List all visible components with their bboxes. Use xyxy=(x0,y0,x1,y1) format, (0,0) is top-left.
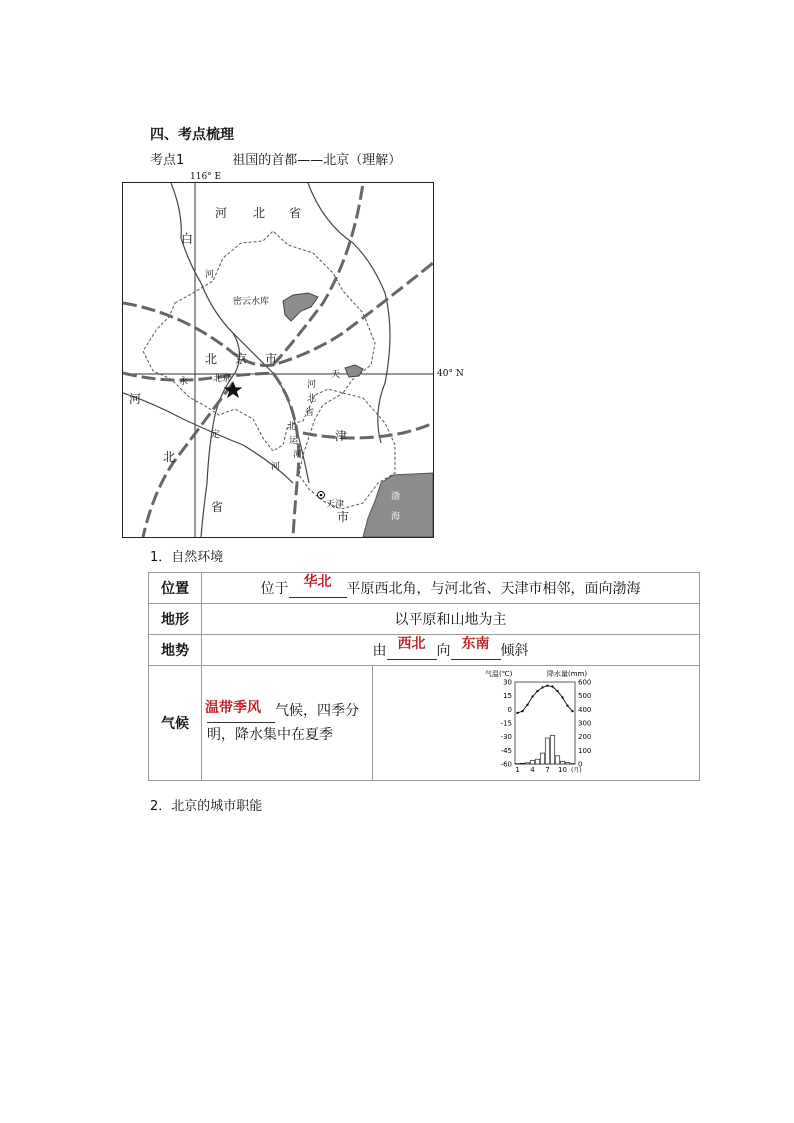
subheading-natural-env: 1．自然环境 xyxy=(150,550,224,565)
label-slope: 地势 xyxy=(149,635,202,666)
section-title: 四、考点梳理 xyxy=(150,127,234,143)
chart-temp-point xyxy=(536,690,538,692)
chart-left-axis-label: 气温(℃) xyxy=(485,670,513,678)
slope-content xyxy=(202,635,700,666)
chart-left-tick: 0 xyxy=(507,705,512,714)
chart-temp-point xyxy=(561,696,563,698)
chart-right-tick: 400 xyxy=(578,705,592,714)
row-terrain xyxy=(149,604,700,635)
chart-temp-point xyxy=(526,704,528,706)
beijing-map xyxy=(122,182,434,538)
map-label-hebei-left-2: 北 xyxy=(163,450,176,464)
label-terrain: 地形 xyxy=(149,604,202,635)
map-label-hebei-mid-3: 省 xyxy=(305,408,315,418)
chart-right-tick: 300 xyxy=(578,719,592,728)
chart-x-tick: 7 xyxy=(545,766,550,774)
chart-precip-bar xyxy=(540,753,544,764)
map-label-baihe-he: 河 xyxy=(205,270,215,280)
map-label-beiyun-3: 河 xyxy=(293,450,303,460)
map-label-yong: 永 xyxy=(179,377,189,387)
chart-left-tick: -45 xyxy=(500,746,512,755)
chart-precip-bar xyxy=(535,759,539,764)
chart-temp-point xyxy=(566,704,568,706)
chart-left-tick: 30 xyxy=(503,678,512,687)
map-label-tianjin-city: 天津 xyxy=(326,500,345,510)
map-label-tianjin-shi: 市 xyxy=(337,510,350,524)
chart-precip-bar xyxy=(565,763,569,764)
chart-temp-point xyxy=(551,685,553,687)
chart-x-tick: 10 xyxy=(558,766,567,774)
chart-right-tick: 600 xyxy=(578,678,592,687)
climate-chart xyxy=(485,668,605,778)
map-label-beijing-2: 京 xyxy=(235,352,248,366)
map-label-beijing-3: 市 xyxy=(265,352,278,366)
chart-temp-point xyxy=(546,684,548,686)
map-label-bohai-1: 渤 xyxy=(391,492,401,502)
chart-left-tick: -15 xyxy=(500,719,512,728)
map-label-sheng: 省 xyxy=(211,500,224,514)
chart-temp-point xyxy=(541,686,543,688)
climate-text-1: 气候，四季分 xyxy=(275,703,359,719)
chart-precip-bar xyxy=(525,763,529,764)
climate-text-2: 明，降水集中在夏季 xyxy=(207,727,333,743)
row-slope xyxy=(149,635,700,666)
map-label-hebei-left-1: 河 xyxy=(129,392,142,406)
slope-p1: 由 xyxy=(372,643,387,659)
slope-answer-1: 西北 xyxy=(397,636,426,652)
map-label-tian-vert: 天 xyxy=(331,370,341,380)
map-label-hebei-mid-2: 北 xyxy=(307,394,317,404)
chart-temp-point xyxy=(521,710,523,712)
chart-precip-bar xyxy=(520,763,524,764)
slope-p3: 倾斜 xyxy=(500,643,529,659)
location-content xyxy=(202,573,700,604)
kaodian-label: 考点1 xyxy=(150,153,185,168)
map-label-hebei-2: 北 xyxy=(253,206,266,220)
chart-precip-bar xyxy=(550,735,554,764)
chart-precip-bar xyxy=(555,756,559,764)
climate-chart-cell xyxy=(373,666,700,781)
map-label-beijing-1: 北 xyxy=(205,352,218,366)
chart-temp-point xyxy=(556,690,558,692)
chart-temp-point xyxy=(571,710,573,712)
chart-x-unit: (月) xyxy=(571,767,582,774)
chart-right-tick: 0 xyxy=(578,760,583,769)
chart-precip-bar xyxy=(530,761,534,764)
latitude-label: 40° N xyxy=(437,369,464,379)
map-label-hebei-1: 河 xyxy=(215,206,228,220)
label-location: 位置 xyxy=(149,573,202,604)
chart-temp-line xyxy=(518,686,573,713)
chart-left-tick: 15 xyxy=(503,692,512,701)
chart-precip-bar xyxy=(545,738,549,764)
chart-right-axis-label: 降水量(mm) xyxy=(547,670,588,678)
chart-left-tick: -60 xyxy=(500,760,512,769)
location-prefix: 位于 xyxy=(260,581,289,597)
chart-temp-point xyxy=(516,712,518,714)
map-label-beijing-city: 北京 xyxy=(213,374,232,384)
kaodian-heading xyxy=(150,149,401,168)
chart-temp-point xyxy=(531,695,533,697)
subheading-city-function: 2．北京的城市职能 xyxy=(150,799,263,814)
row-climate xyxy=(149,666,700,781)
kaodian-topic: 祖国的首都——北京（理解） xyxy=(232,153,402,168)
map-label-bohai-2: 海 xyxy=(391,512,401,522)
slope-answer-2: 东南 xyxy=(461,636,490,652)
map-label-beiyun-1: 北 xyxy=(287,422,297,432)
chart-right-tick: 200 xyxy=(578,733,592,742)
chart-precip-bar xyxy=(560,761,564,764)
map-label-bai: 白 xyxy=(181,232,194,246)
map-label-hebei-mid-1: 河 xyxy=(307,380,317,390)
slope-blank-1 xyxy=(387,636,437,660)
location-answer: 华北 xyxy=(303,574,332,590)
longitude-label: 116° E xyxy=(190,172,222,182)
chart-x-tick: 1 xyxy=(515,766,520,774)
label-climate: 气候 xyxy=(149,666,202,781)
map-label-ding: 定 xyxy=(211,430,221,440)
map-label-beiyun-2: 运 xyxy=(289,436,299,446)
climate-answer: 温带季风 xyxy=(205,700,261,716)
map-label-tianjin-jin: 津 xyxy=(335,429,348,443)
chart-right-tick: 500 xyxy=(578,692,592,701)
map-label-reservoir: 密云水库 xyxy=(233,297,270,307)
map-drawing xyxy=(123,183,433,537)
map-label-hebei-3: 省 xyxy=(289,206,302,220)
chart-x-tick: 4 xyxy=(530,766,535,774)
natural-environment-table xyxy=(148,572,700,781)
chart-left-tick: -30 xyxy=(500,733,512,742)
terrain-content: 以平原和山地为主 xyxy=(202,604,700,635)
location-blank xyxy=(289,574,347,598)
slope-p2: 向 xyxy=(436,643,451,659)
climate-blank xyxy=(205,700,275,723)
climate-text xyxy=(203,699,371,747)
chart-right-tick: 100 xyxy=(578,746,592,755)
climate-text-cell xyxy=(202,666,373,781)
slope-blank-2 xyxy=(451,636,501,660)
map-label-he2: 河 xyxy=(271,462,281,472)
location-suffix: 平原西北角，与河北省、天津市相邻，面向渤海 xyxy=(346,581,641,597)
row-location xyxy=(149,573,700,604)
